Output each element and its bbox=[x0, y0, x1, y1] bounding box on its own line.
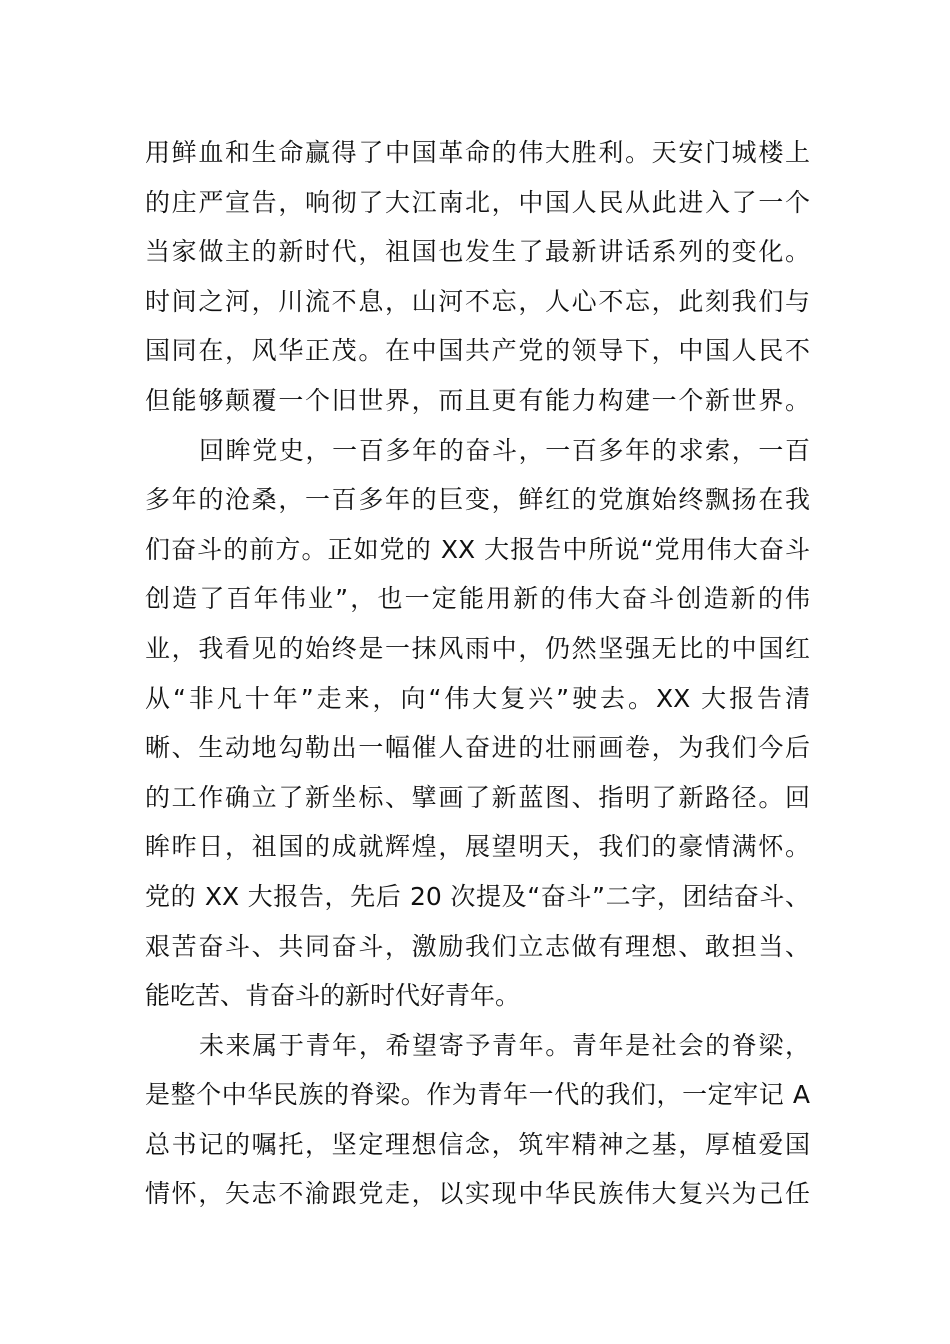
text-line: 当家做主的新时代，祖国也发生了最新讲话系列的变化。 bbox=[145, 237, 810, 267]
document-body bbox=[145, 128, 810, 1219]
text-line: 创造了百年伟业”，也一定能用新的伟大奋斗创造新的伟 bbox=[145, 584, 810, 614]
text-line: 回眸党史，一百多年的奋斗，一百多年的求索，一百 bbox=[199, 435, 810, 465]
text-line: 从“非凡十年”走来，向“伟大复兴”驶去。XX 大报告清 bbox=[145, 683, 810, 713]
paragraph-2 bbox=[145, 426, 810, 1021]
text-line: 是整个中华民族的脊梁。作为青年一代的我们，一定牢记 A bbox=[145, 1080, 810, 1110]
text-line: 情怀，矢志不渝跟党走，以实现中华民族伟大复兴为己任 bbox=[145, 1179, 810, 1209]
text-line: 党的 XX 大报告，先后 20 次提及“奋斗”二字，团结奋斗、 bbox=[145, 881, 810, 911]
text-line: 多年的沧桑，一百多年的巨变，鲜红的党旗始终飘扬在我 bbox=[145, 485, 810, 515]
text-line: 晰、生动地勾勒出一幅催人奋进的壮丽画卷，为我们今后 bbox=[145, 733, 810, 763]
text-line: 眸昨日，祖国的成就辉煌，展望明天，我们的豪情满怀。 bbox=[145, 832, 810, 862]
text-line: 能吃苦、肯奋斗的新时代好青年。 bbox=[145, 981, 521, 1011]
text-line: 总书记的嘱托，坚定理想信念，筑牢精神之基，厚植爱国 bbox=[145, 1129, 810, 1159]
text-line: 的工作确立了新坐标、擘画了新蓝图、指明了新路径。回 bbox=[145, 782, 810, 812]
text-line: 未来属于青年，希望寄予青年。青年是社会的脊梁， bbox=[199, 1030, 810, 1060]
text-line: 们奋斗的前方。正如党的 XX 大报告中所说“党用伟大奋斗 bbox=[145, 534, 810, 564]
text-line: 时间之河，川流不息，山河不忘，人心不忘，此刻我们与 bbox=[145, 286, 810, 316]
text-line: 但能够颠覆一个旧世界，而且更有能力构建一个新世界。 bbox=[145, 385, 810, 415]
text-line: 艰苦奋斗、共同奋斗，激励我们立志做有理想、敢担当、 bbox=[145, 931, 810, 961]
text-line: 用鲜血和生命赢得了中国革命的伟大胜利。天安门城楼上 bbox=[145, 138, 810, 167]
paragraph-1 bbox=[145, 128, 810, 426]
text-line: 的庄严宣告，响彻了大江南北，中国人民从此进入了一个 bbox=[145, 187, 810, 217]
text-line: 业，我看见的始终是一抹风雨中，仍然坚强无比的中国红 bbox=[145, 633, 810, 663]
paragraph-3 bbox=[145, 1021, 810, 1219]
text-line: 国同在，风华正茂。在中国共产党的领导下，中国人民不 bbox=[145, 336, 810, 366]
